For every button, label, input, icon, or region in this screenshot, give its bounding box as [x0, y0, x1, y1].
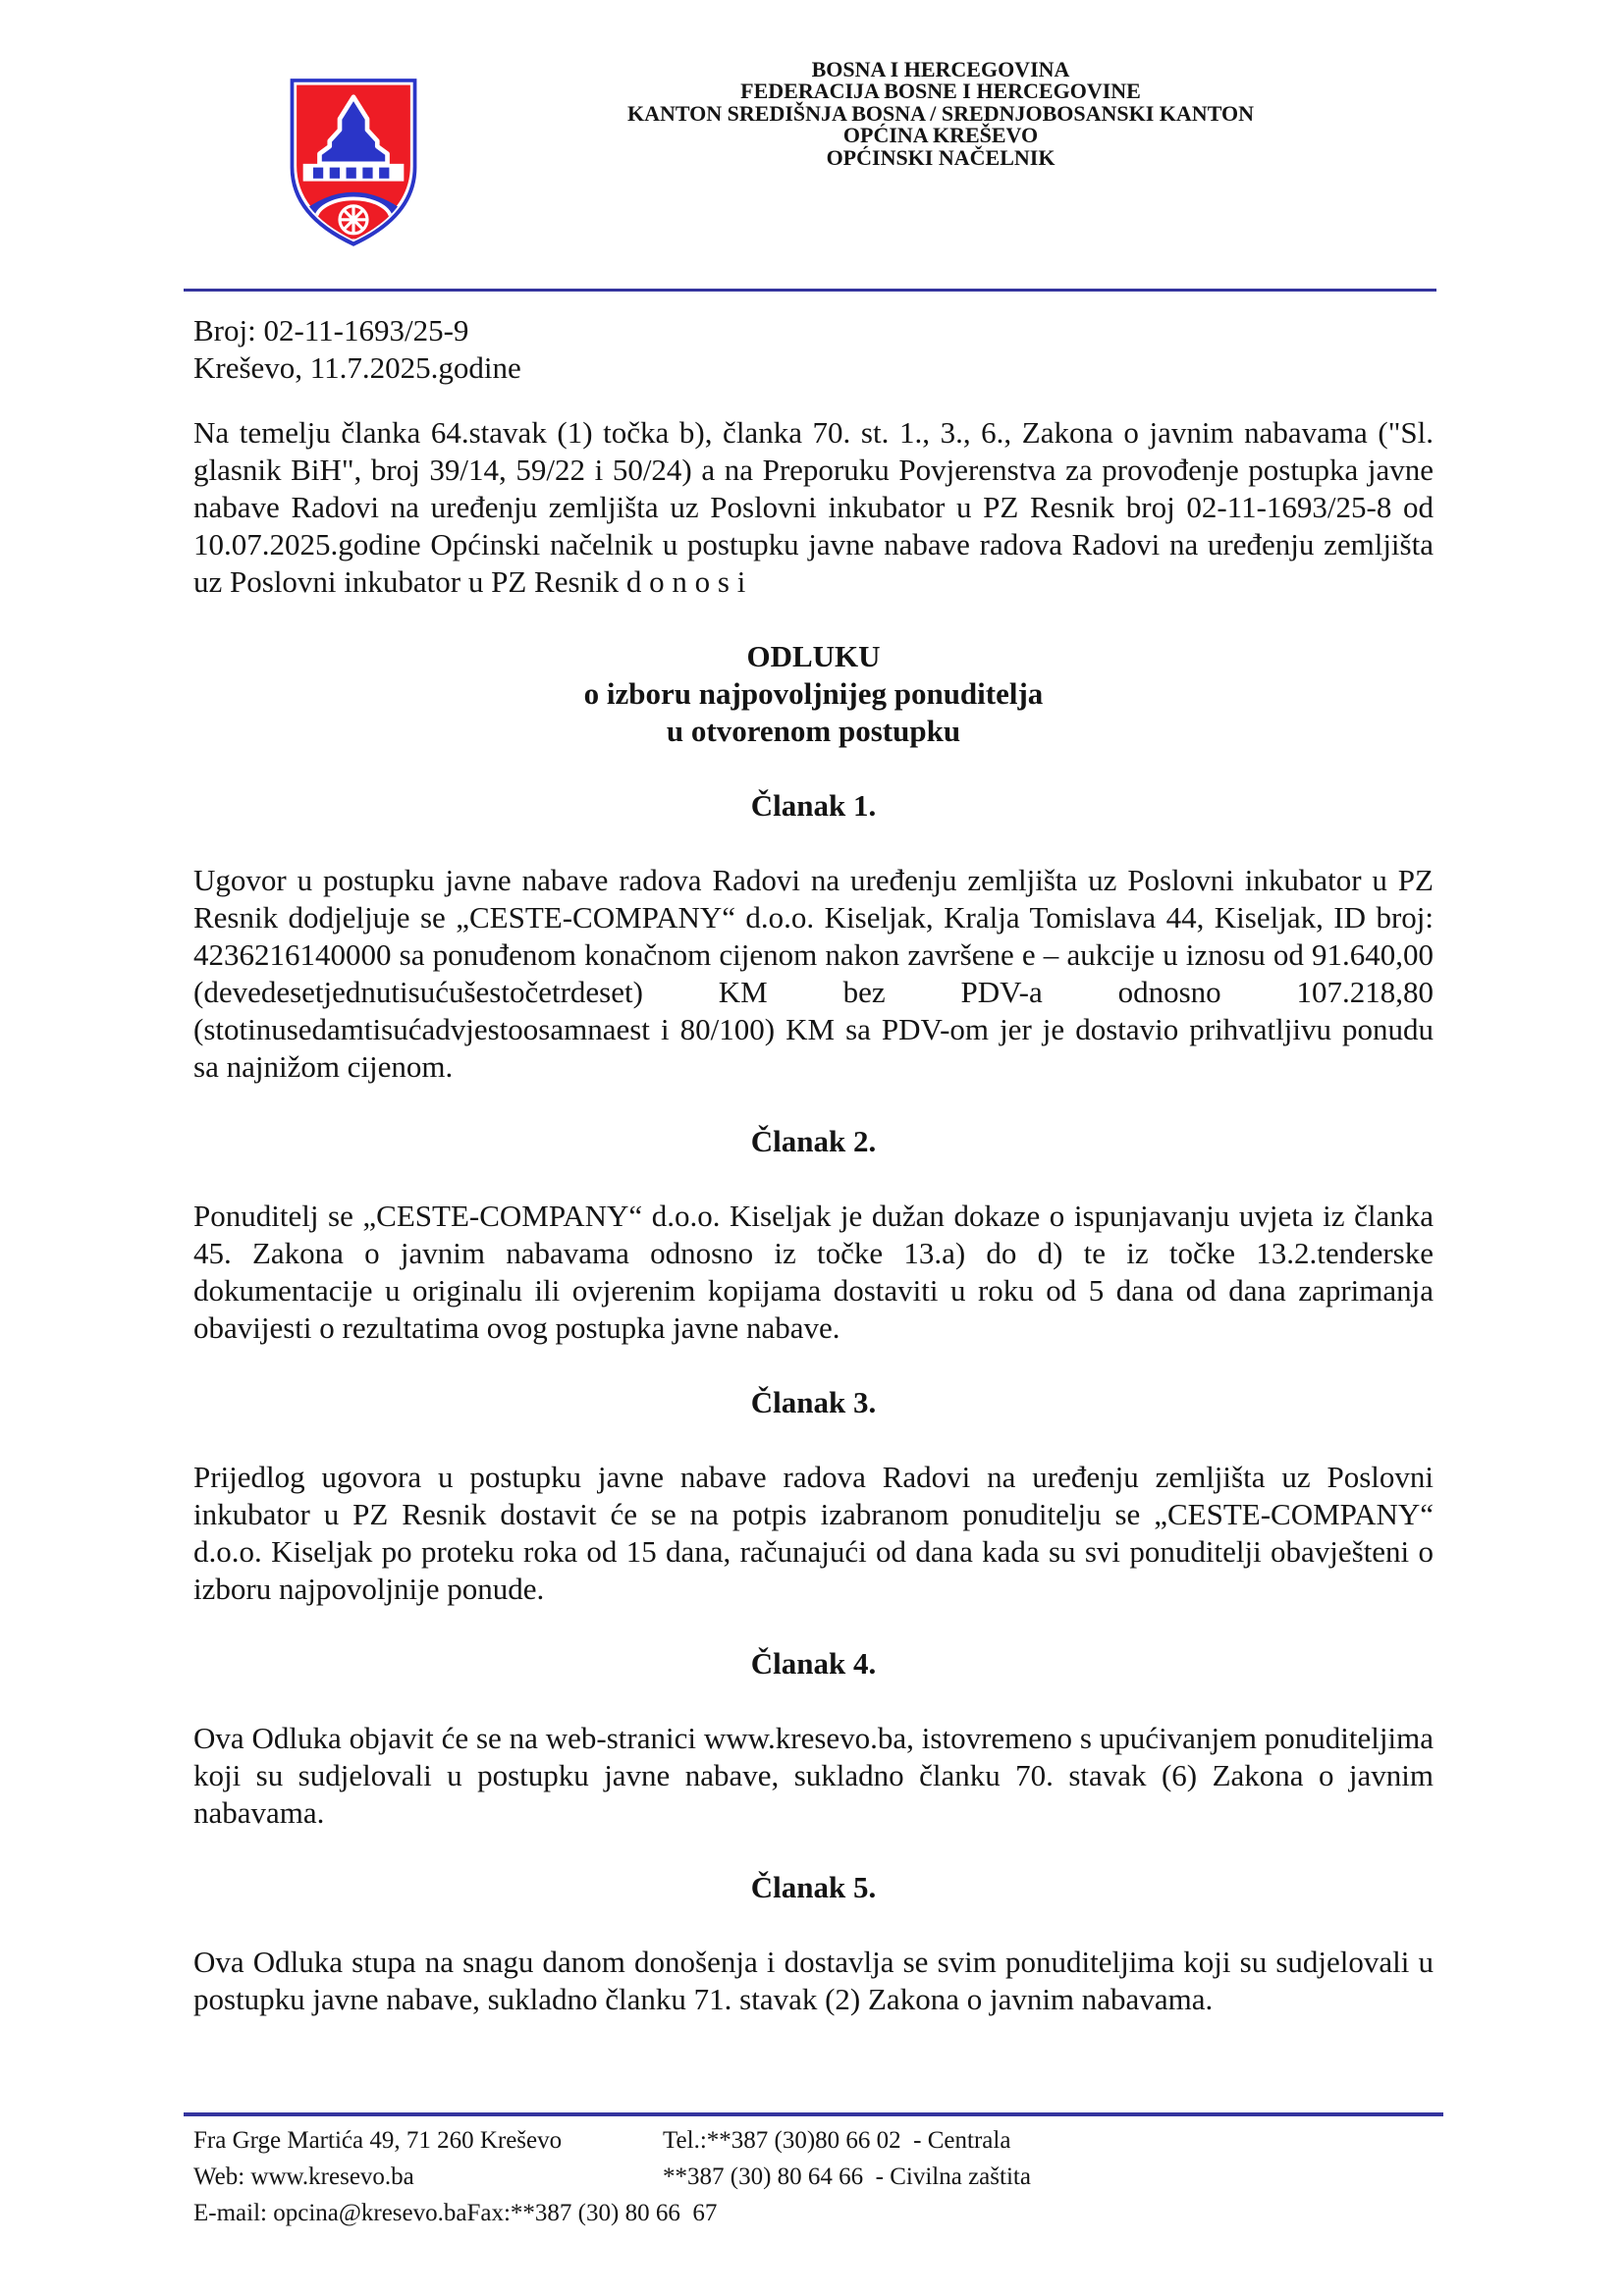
doc-meta — [193, 312, 1434, 387]
article-2-heading: Članak 2. — [750, 1124, 877, 1158]
decision-title-block — [193, 638, 1434, 750]
article-3-heading: Članak 3. — [750, 1385, 877, 1419]
article-2-body: Ponuditelj se „CESTE-COMPANY“ d.o.o. Kiseljak je dužan dokaze o ispunjavanju uvjeta iz članka 45. Zakona o javnim nabavama odnosno iz točke 13.a) do d) te iz točke 13.2.tenderske dokumentacije u originalu ili ovjerenim kopijama dostaviti u roku od 5 dana od dana zaprimanja obavijesti o rezultatima ovog postupka javne nabave. — [193, 1199, 1434, 1345]
kresevo-shield-icon — [285, 71, 422, 253]
article-3-body: Prijedlog ugovora u postupku javne nabave radova Radovi na uređenju zemljišta uz Poslovni inkubator u PZ Resnik dostavit će se na potpis izabranom ponuditelju se „CESTE-COMPANY“ d.o.o. Kiseljak po proteku roka od 15 dana, računajući od dana kada su svi ponuditelji obavješteni o izboru najpovoljnije ponude. — [193, 1460, 1434, 1606]
coat-of-arms-logo — [285, 71, 422, 253]
footer-tel-civilna: **387 (30) 80 64 66 - Civilna zaštita — [663, 2163, 1031, 2190]
footer-address: Fra Grge Martića 49, 71 260 Kreševo — [193, 2127, 563, 2154]
article-1-heading: Članak 1. — [750, 788, 877, 823]
article-5-body: Ova Odluka stupa na snagu danom donošenja i dostavlja se svim ponuditeljima koji su sudjelovali u postupku javne nabave, sukladno članku 71. stavak (2) Zakona o javnim nabavama. — [193, 1945, 1434, 2016]
footer-email-fax: E-mail: opcina@kresevo.baFax:**387 (30) 80 66 67 — [193, 2200, 718, 2226]
decision-subtitle-1: o izboru najpovoljnijeg ponuditelja — [583, 676, 1044, 711]
footer-web: Web: www.kresevo.ba — [193, 2163, 414, 2190]
article-1-body: Ugovor u postupku javne nabave radova Radovi na uređenju zemljišta uz Poslovni inkubator u PZ Resnik dodjeljuje se „CESTE-COMPANY“ d.o.o. Kiseljak, Kralja Tomislava 44, Kiseljak, ID broj: 4236216140000 sa ponuđenom konačnom cijenom nakon završene e – aukcije u iznosu od 91.640,00 (devedesetjednutisućušestočetrdeset) KM bez PDV-a odnosno 107.218,80 (stotinusedamtisućadvjestoosamnaest i 80/100) KM sa PDV-om jer je dostavio prihvatljivu ponudu sa najnižom cijenom. — [193, 863, 1434, 1084]
article-5-heading: Članak 5. — [750, 1870, 877, 1904]
footer-row-3 — [184, 2195, 1443, 2231]
header-municipality: OPĆINA KREŠEVO — [842, 123, 1039, 148]
footer — [184, 2112, 1443, 2231]
decision-title: ODLUKU — [746, 639, 881, 673]
header-office: OPĆINSKI NAČELNIK — [826, 144, 1056, 170]
preamble-paragraph: Na temelju članka 64.stavak (1) točka b), članka 70. st. 1., 3., 6., Zakona o javnim nabavama ("Sl. glasnik BiH", broj 39/14, 59/22 i 50/24) a na Preporuku Povjerenstva za provođenje postupka javne nabave Radovi na uređenju zemljišta uz Poslovni inkubator u PZ Resnik broj 02-11-1693/25-8 od 10.07.2025.godine Općinski načelnik u postupku javne nabave radova Radovi na uređenju zemljišta uz Poslovni inkubator u PZ Resnik d o n o s i — [193, 415, 1434, 599]
header-federation: FEDERACIJA BOSNE I HERCEGOVINE — [740, 79, 1141, 104]
footer-tel-centrala: Tel.:**387 (30)80 66 02 - Centrala — [663, 2127, 1011, 2154]
letterhead — [0, 0, 1624, 291]
letterhead-text — [469, 59, 1412, 169]
footer-divider — [184, 2112, 1443, 2116]
doc-place-date: Kreševo, 11.7.2025.godine — [193, 350, 521, 385]
document-body — [193, 312, 1434, 2056]
footer-row-1 — [184, 2122, 1443, 2159]
article-4-body: Ova Odluka objavit će se na web-stranici www.kresevo.ba, istovremeno s upućivanjem ponuditeljima koji su sudjelovali u postupku javne nabave, sukladno članku 70. stavak (6) Zakona o javnim nabavama. — [193, 1721, 1434, 1830]
article-4-heading: Članak 4. — [750, 1646, 877, 1681]
decision-subtitle-2: u otvorenom postupku — [666, 714, 961, 748]
header-canton: KANTON SREDIŠNJA BOSNA / SREDNJOBOSANSKI KANTON — [627, 100, 1254, 126]
header-divider — [184, 289, 1436, 292]
header-country: BOSNA I HERCEGOVINA — [811, 57, 1070, 81]
footer-row-2 — [184, 2159, 1443, 2195]
doc-number: Broj: 02-11-1693/25-9 — [193, 313, 469, 347]
